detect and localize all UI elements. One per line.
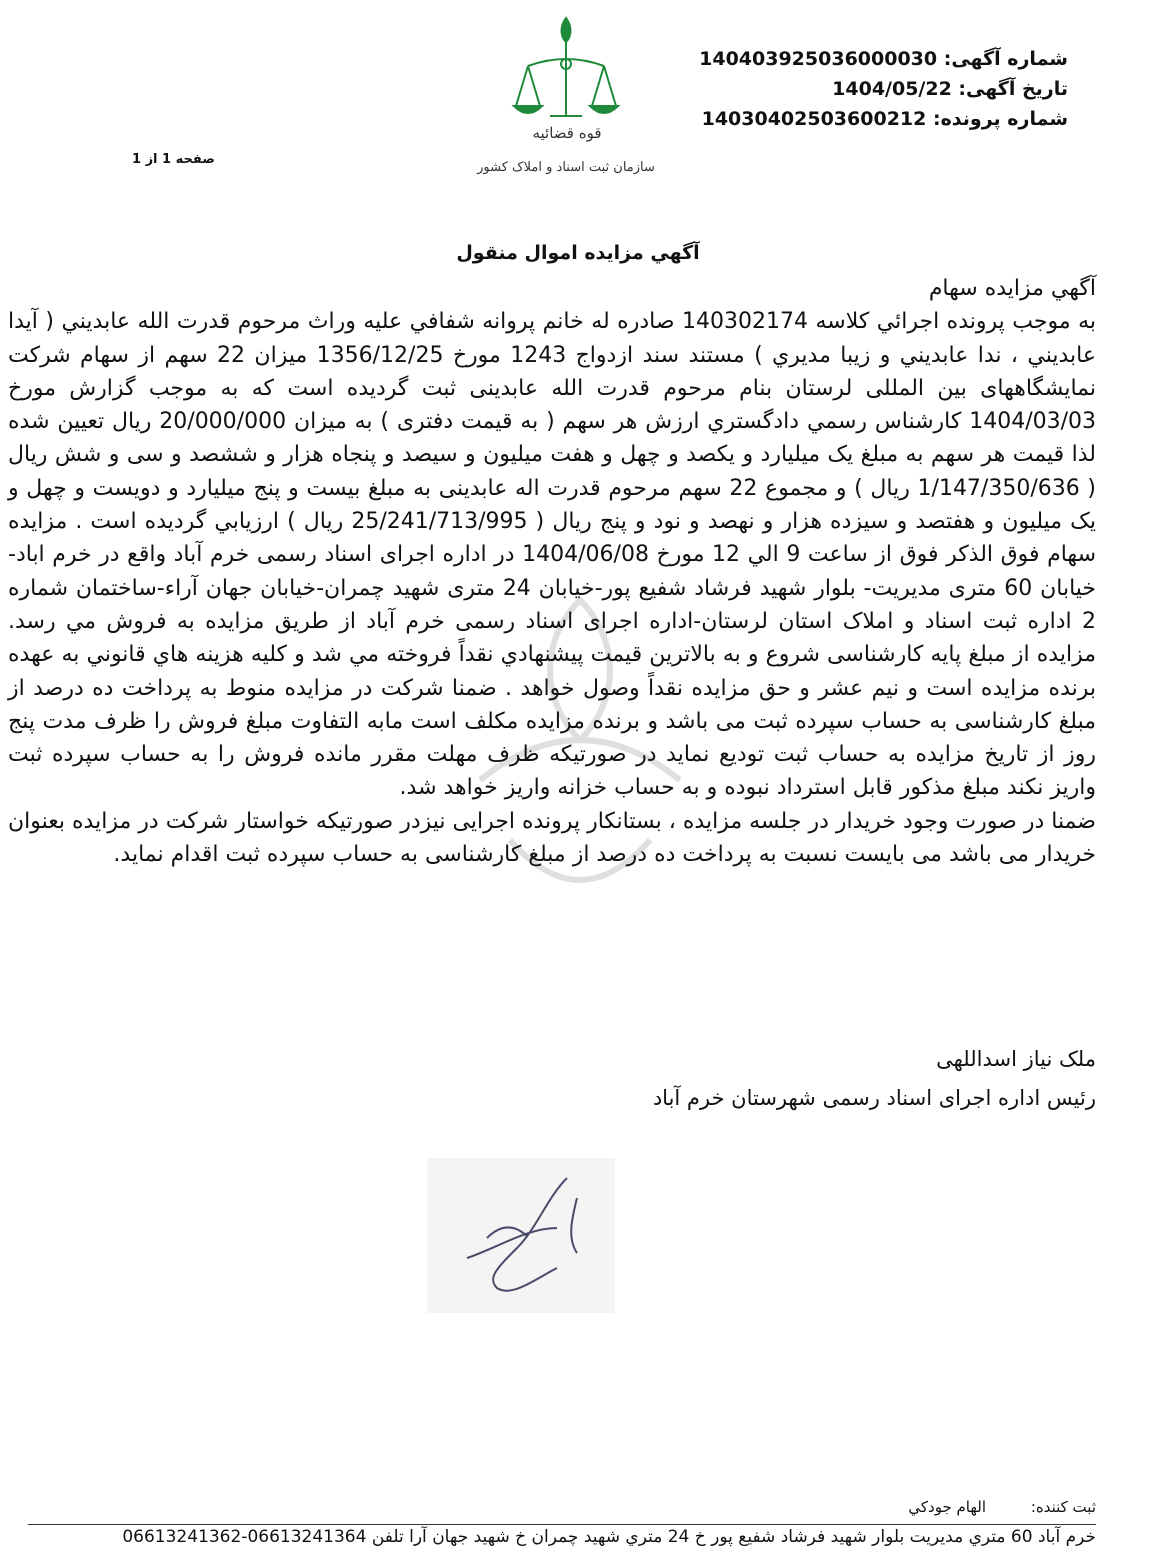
signatory-name: ملک نیاز اسداللهی xyxy=(936,1047,1096,1071)
notice-number-row xyxy=(648,44,1068,74)
notice-meta xyxy=(648,44,1068,134)
notice-date: 1404/05/22 xyxy=(832,78,952,100)
judiciary-emblem xyxy=(477,8,655,198)
notice-number: 140403925036000030 xyxy=(699,48,938,70)
signatory-block xyxy=(653,1040,1096,1118)
notice-number-label: شماره آگهی: xyxy=(943,48,1068,70)
registrar-label: ثبت کننده: xyxy=(1030,1498,1096,1516)
case-number: 14030402503600212 xyxy=(701,108,927,130)
body-paragraph-1: به موجب پرونده اجرائي كلاسه 140302174 صادره له خانم پروانه شفافي عليه وراث مرحوم قدرت الله عابديني ( آيدا عابديني ، ندا عابديني و زيبا مديري ) مستند سند ازدواج 1243 مورخ 1356/12/25 ميزان 22 سهم از سهام شرکت نمایشگاههای بین المللی لرستان بنام مرحوم قدرت الله عابدینی ثبت گرديده است كه به موجب گزارش مورخ 1404/03/03 كارشناس رسمي دادگستري ارزش هر سهم ( به قیمت دفتری ) به ميزان 20/000/000 ريال تعيين شده لذا قیمت هر سهم به مبلغ یک میلیارد و یکصد و چهل و هفت میلیون و سیصد و پنجاه هزار و ششصد و سی و شش ریال ( 1/147/350/636 ريال ) و مجموع 22 سهم مرحوم قدرت اله عابدینی به مبلغ بیست و پنج میلیارد و دویست و چهل و یک میلیون و هفتصد و سیزده هزار و نهصد و نود و پنج ریال ( 25/241/713/995 ريال ) ارزيابي گرديده است . مزايده سهام فوق الذكر فوق از ساعت 9 الي 12 مورخ 1404/06/08 در اداره اجرای اسناد رسمی خرم آباد واقع در خرم اباد- خیابان 60 متری مدیریت- بلوار شهید فرشاد شفیع پور-خیابان 24 متری شهید چمران-خیابان جهان آراء-ساختمان شماره 2 اداره ثبت اسناد و املاک استان لرستان-اداره اجرای اسناد رسمی خرم آباد از طريق مزايده به فروش مي رسد. مزایده از مبلغ پایه کارشناسی شروع و به بالاترين قيمت پيشنهادي نقداً فروخته مي شد و كليه هزينه هاي قانوني به عهده برنده مزايده است و نیم عشر و حق مزايده نقداً وصول خواهد . ضمنا شرکت در مزایده منوط به پرداخت ده درصد از مبلغ کارشناسی به حساب سپرده ثبت می باشد و برنده مزایده مکلف است مابه التفاوت مبلغ فروش را ظرف مدت پنج روز از تاریخ مزایده به حساب ثبت تودیع نماید در صورتیکه ظرف مهلت مقرر مانده فروش را به حساب سپرده ثبت واریز نکند مبلغ مذکور قابل استرداد نبوده و به حساب خزانه واریز خواهد شد. xyxy=(8,309,1097,801)
notice-body xyxy=(8,272,1096,871)
body-paragraph-2: ضمنا در صورت وجود خریدار در جلسه مزایده ، بستانکار پرونده اجرایی نیزدر صورتیکه خواستار شرکت در مزایده بعنوان خریدار می باشد می بایست نسبت به پرداخت ده درصد از مبلغ کارشناسی به حساب سپرده ثبت اقدام نماید. xyxy=(8,808,1096,868)
signature-image xyxy=(427,1158,615,1313)
body-subtitle: آگهي مزايده سهام xyxy=(928,276,1096,301)
signatory-position: رئیس اداره اجرای اسناد رسمی شهرستان خرم آباد xyxy=(652,1086,1096,1110)
document-title: آگهي مزايده اموال منقول xyxy=(456,242,700,264)
footer-divider xyxy=(28,1524,1096,1525)
footer-address: خرم آباد 60 متري مديريت بلوار شهيد فرشاد شفيع پور خ 24 متري شهيد چمران خ شهيد جهان آرا تلفن 06613241364-06613241362 xyxy=(122,1527,1096,1547)
registrar-name: الهام جودکي xyxy=(908,1498,987,1516)
emblem-org-line2: سازمان ثبت اسناد و املاک کشور xyxy=(477,160,655,175)
page-number: صفحه 1 از 1 xyxy=(132,152,215,167)
case-number-row xyxy=(648,104,1068,134)
notice-date-row xyxy=(648,74,1068,104)
registrar xyxy=(908,1498,1096,1516)
notice-date-label: تاریخ آگهی: xyxy=(958,78,1068,100)
emblem-org-line1: قوه قضائیه xyxy=(532,124,602,142)
signature-scribble-icon xyxy=(427,1158,615,1313)
case-number-label: شماره پرونده: xyxy=(932,108,1068,130)
